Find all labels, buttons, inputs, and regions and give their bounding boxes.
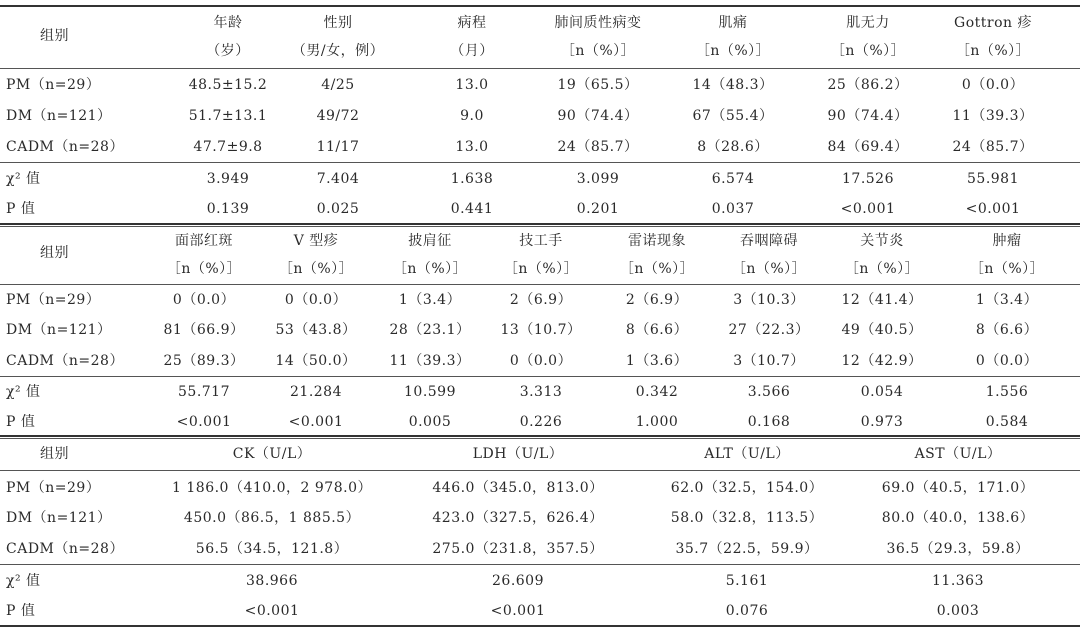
table-cell: 13.0 — [455, 77, 489, 93]
row-label: DM（n=121） — [6, 322, 112, 338]
row-label: PM（n=29） — [6, 480, 101, 496]
column-header: 病程 — [457, 15, 487, 31]
table-cell: 38.966 — [246, 573, 298, 589]
column-header: 年龄 — [213, 15, 243, 31]
column-header: 关节炎 — [860, 233, 904, 249]
table-cell: 51.7±13.1 — [188, 108, 268, 124]
table-cell: 3.313 — [519, 384, 563, 400]
table-cell: 2（6.9） — [509, 292, 573, 308]
table-cell: <0.001 — [288, 414, 344, 430]
table-cell: 17.526 — [842, 171, 894, 187]
row-label: χ² 值 — [6, 384, 41, 400]
section-rule-1b — [0, 226, 1080, 227]
table-cell: 14（50.0） — [275, 353, 357, 369]
table-cell: 12（42.9） — [841, 353, 923, 369]
row-label: P 值 — [6, 201, 36, 217]
column-header: 肌痛 — [718, 15, 748, 31]
column-header: Gottron 疹 — [954, 15, 1032, 31]
table-cell: 446.0（345.0，813.0） — [432, 480, 604, 496]
table-cell: 13.0 — [455, 139, 489, 155]
column-header: LDH（U/L） — [472, 446, 564, 462]
table-cell: 24（85.7） — [952, 139, 1034, 155]
table-cell: 35.7（22.5，59.9） — [675, 541, 819, 557]
table-cell: 13（10.7） — [500, 322, 582, 338]
table-cell: 36.5（29.3，59.8） — [886, 541, 1030, 557]
table-cell: 0（0.0） — [509, 353, 573, 369]
column-header: AST（U/L） — [914, 446, 1002, 462]
table-cell: 1 186.0（410.0，2 978.0） — [172, 480, 372, 496]
row-label: CADM（n=28） — [6, 353, 124, 369]
table-cell: 1.000 — [635, 414, 679, 430]
row-label: χ² 值 — [6, 171, 41, 187]
table-cell: 48.5±15.2 — [188, 77, 268, 93]
table-cell: 11.363 — [932, 573, 984, 589]
column-header: 雷诺现象 — [628, 233, 686, 249]
stats-rule-2 — [0, 376, 1080, 377]
table-cell: 14（48.3） — [692, 77, 774, 93]
table-cell: 1（3.4） — [975, 292, 1039, 308]
group-header: 组别 — [40, 245, 69, 261]
table-cell: 4/25 — [321, 77, 355, 93]
table-cell: 58.0（32.8，113.5） — [670, 510, 824, 526]
table-cell: 1.556 — [985, 384, 1029, 400]
row-label: P 值 — [6, 603, 36, 619]
table-cell: 19（65.5） — [557, 77, 639, 93]
row-label: CADM（n=28） — [6, 139, 124, 155]
table-cell: 6.574 — [711, 171, 755, 187]
table-bottom-rule — [0, 625, 1080, 627]
table-cell: 67（55.4） — [692, 108, 774, 124]
column-header-unit: ［n（%）］ — [969, 261, 1045, 277]
table-cell: 80.0（40.0，138.6） — [881, 510, 1035, 526]
row-label: χ² 值 — [6, 573, 41, 589]
table-cell: 47.7±9.8 — [193, 139, 263, 155]
table-cell: 56.5（34.5，121.8） — [195, 541, 349, 557]
table-cell: 7.404 — [316, 171, 360, 187]
table-cell: 49/72 — [316, 108, 360, 124]
table-cell: 69.0（40.5，171.0） — [881, 480, 1035, 496]
table-cell: 0.003 — [936, 603, 980, 619]
table-cell: 90（74.4） — [557, 108, 639, 124]
column-header: 肿瘤 — [992, 233, 1022, 249]
table-cell: 24（85.7） — [557, 139, 639, 155]
table-cell: 0.005 — [408, 414, 452, 430]
table-cell: 26.609 — [492, 573, 544, 589]
column-header: V 型疹 — [293, 233, 339, 249]
header-rule-3 — [0, 470, 1080, 471]
table-top-rule — [0, 5, 1080, 7]
row-label: P 值 — [6, 414, 36, 430]
column-header: 技工手 — [519, 233, 563, 249]
column-header: 披肩征 — [408, 233, 452, 249]
column-header: 性别 — [323, 15, 353, 31]
column-header-unit: （男/女，例） — [291, 43, 385, 59]
table-cell: 11（39.3） — [389, 353, 471, 369]
table-cell: <0.001 — [965, 201, 1021, 217]
column-header-unit: ［n（%）］ — [503, 261, 579, 277]
column-header: 肺间质性病变 — [554, 15, 642, 31]
table-cell: 3（10.7） — [733, 353, 805, 369]
column-header-unit: ［n（%）］ — [560, 43, 636, 59]
table-cell: 53（43.8） — [275, 322, 357, 338]
table-cell: 1（3.4） — [398, 292, 462, 308]
column-header-unit: ［n（%）］ — [619, 261, 695, 277]
table-cell: 27（22.3） — [728, 322, 810, 338]
table-cell: 5.161 — [725, 573, 769, 589]
table-cell: 49（40.5） — [841, 322, 923, 338]
table-cell: 62.0（32.5，154.0） — [670, 480, 824, 496]
column-header-unit: ［n（%）］ — [695, 43, 771, 59]
section-rule-1 — [0, 223, 1080, 225]
group-header: 组别 — [40, 446, 69, 462]
column-header: 吞咽障碍 — [740, 233, 798, 249]
table-cell: 0（0.0） — [961, 77, 1025, 93]
header-rule-1 — [0, 68, 1080, 69]
table-cell: 0.441 — [450, 201, 494, 217]
table-cell: 3.949 — [206, 171, 250, 187]
table-cell: 25（86.2） — [827, 77, 909, 93]
table-cell: 0.037 — [711, 201, 755, 217]
column-header-unit: ［n（%）］ — [166, 261, 242, 277]
table-cell: <0.001 — [244, 603, 300, 619]
table-cell: 0.139 — [206, 201, 250, 217]
table-cell: 55.717 — [178, 384, 230, 400]
column-header-unit: ［n（%）］ — [844, 261, 920, 277]
row-label: DM（n=121） — [6, 108, 112, 124]
table-cell: 3.566 — [747, 384, 791, 400]
table-cell: 8（6.6） — [625, 322, 689, 338]
table-cell: 423.0（327.5，626.4） — [432, 510, 604, 526]
table-cell: 2（6.9） — [625, 292, 689, 308]
column-header: ALT（U/L） — [704, 446, 790, 462]
table-cell: 3.099 — [576, 171, 620, 187]
table-cell: 25（89.3） — [163, 353, 245, 369]
table-cell: 0.342 — [635, 384, 679, 400]
section-rule-2 — [0, 435, 1080, 437]
stats-rule-3 — [0, 564, 1080, 565]
table-cell: 81（66.9） — [163, 322, 245, 338]
table-cell: 0.025 — [316, 201, 360, 217]
column-header-unit: （岁） — [206, 43, 250, 59]
table-cell: 9.0 — [460, 108, 484, 124]
column-header-unit: ［n（%）］ — [731, 261, 807, 277]
group-header: 组别 — [40, 28, 69, 44]
row-label: DM（n=121） — [6, 510, 112, 526]
table-cell: 275.0（231.8，357.5） — [432, 541, 604, 557]
table-cell: 21.284 — [290, 384, 342, 400]
table-cell: 55.981 — [967, 171, 1019, 187]
table-cell: 84（69.4） — [827, 139, 909, 155]
header-rule-2 — [0, 284, 1080, 285]
table-cell: 0.584 — [985, 414, 1029, 430]
row-label: PM（n=29） — [6, 292, 101, 308]
table-cell: 0（0.0） — [975, 353, 1039, 369]
table-cell: 8（28.6） — [697, 139, 769, 155]
row-label: PM（n=29） — [6, 77, 101, 93]
table-cell: 0.168 — [747, 414, 791, 430]
table-cell: 90（74.4） — [827, 108, 909, 124]
table-cell: 0（0.0） — [284, 292, 348, 308]
column-header-unit: ［n（%）］ — [392, 261, 468, 277]
table-cell: 0.226 — [519, 414, 563, 430]
table-cell: <0.001 — [490, 603, 546, 619]
table-cell: 0.201 — [576, 201, 620, 217]
row-label: CADM（n=28） — [6, 541, 124, 557]
column-header: 面部红斑 — [175, 233, 233, 249]
table-cell: 1（3.6） — [625, 353, 689, 369]
column-header-unit: ［n（%）］ — [830, 43, 906, 59]
table-cell: 28（23.1） — [389, 322, 471, 338]
table-cell: 0.076 — [725, 603, 769, 619]
column-header-unit: （月） — [450, 43, 494, 59]
column-header: 肌无力 — [846, 15, 890, 31]
table-cell: 3（10.3） — [733, 292, 805, 308]
table-cell: 11/17 — [316, 139, 360, 155]
column-header-unit: ［n（%）］ — [278, 261, 354, 277]
table-cell: 11（39.3） — [952, 108, 1034, 124]
table-cell: 1.638 — [450, 171, 494, 187]
table-cell: 0.054 — [860, 384, 904, 400]
table-cell: 450.0（86.5，1 885.5） — [183, 510, 361, 526]
column-header-unit: ［n（%）］ — [955, 43, 1031, 59]
table-cell: 0.973 — [860, 414, 904, 430]
section-rule-2b — [0, 438, 1080, 439]
table-cell: 0（0.0） — [172, 292, 236, 308]
column-header: CK（U/L） — [232, 446, 312, 462]
table-cell: 12（41.4） — [841, 292, 923, 308]
table-cell: <0.001 — [840, 201, 896, 217]
stats-rule-1 — [0, 162, 1080, 163]
table-cell: <0.001 — [176, 414, 232, 430]
table-cell: 10.599 — [404, 384, 456, 400]
table-cell: 8（6.6） — [975, 322, 1039, 338]
